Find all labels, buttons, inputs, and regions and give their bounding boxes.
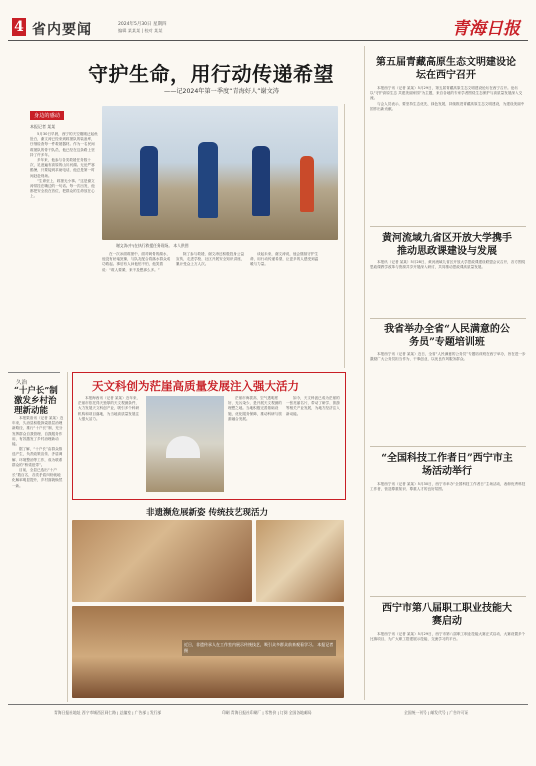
- main-text-col1: [30, 132, 98, 318]
- main-paragraph: 多年来，他参与各类救援任务数十次，足迹遍布高原的山川河湖。无论严寒酷暑，只要接到求助电话，他总是第一时间赶赴现场。: [30, 158, 95, 178]
- feature-headline: 天文科创为茫崖高质量发展注入强大活力: [92, 379, 299, 393]
- main-column-divider: [344, 104, 345, 368]
- right-headline-2: 黄河流域九省区开放大学携手推动思政课建设与发展: [382, 233, 512, 257]
- side-paragraph: 本报果洛讯（记者 某某）近年来，久治县积极探索基层治理新路径，推行“十户长”制，充分发挥群众自我管理、自我服务作用，有效激发了乡村治理新动能。: [12, 416, 64, 447]
- side-text: [12, 416, 64, 700]
- right-text-1: [370, 86, 526, 226]
- main-subheadline: ——记2024年第一季度“青海好人”谢文涛: [164, 88, 279, 95]
- photo-feature-headline: 非遗濒危展新姿 传统技艺现活力: [146, 508, 268, 518]
- right-paragraph: 本报讯（记者 某某）5月28日，黄河流域九省区开放大学思政课建设联盟会议召开，各方围绕思政课教学改革与资源共享开展深入研讨，共同推动思政课高质量发展。: [370, 260, 526, 270]
- header-rule: [8, 40, 528, 41]
- left-story-rule: [8, 372, 60, 373]
- footer-col-3: 全国统一刊号 | 邮发代号 | 广告许可证: [404, 710, 469, 715]
- right-rule-3: [370, 446, 526, 447]
- side-kicker: 久治: [16, 380, 28, 386]
- right-paragraph: 本报西宁讯（记者 某某）5月29日，西宁市第八届职工职业技能大赛正式启动，大赛设置多个比赛项目，为广大职工搭建展示技能、交流学习的平台。: [370, 632, 526, 642]
- main-paragraph: “生命至上，救援无小事。”这是谢文涛常挂在嘴边的一句话。每一次出发，他都把安全放在首位，把群众的生命放在心上。: [30, 178, 95, 199]
- right-paragraph: 与会人员表示，要坚持生态优先、绿色发展，持续推进青藏高原生态文明建设，为建设美丽中国作出新贡献。: [370, 101, 525, 111]
- main-byline: 本报记者 某某: [30, 124, 56, 129]
- main-paragraph: 5月30日早晨，西宁的天空刚刚泛起鱼肚白，谢文涛已经来到救援队的装备库，仔细检查每一件救援器材。作为一名民间救援队的骨干队员，他已经在这条路上坚持了许多年。: [30, 132, 98, 157]
- right-text-2: [370, 260, 526, 324]
- right-headline-4: “全国科技工作者日”西宁市主场活动举行: [381, 453, 513, 477]
- right-headline-3: 我省举办全省“人民满意的公务员”专题培训班: [384, 324, 510, 348]
- side-paragraph: 目前，全县已选出“十户长”数百名，各类矛盾纠纷就地化解率明显提升，乡村面貌焕然一新。: [12, 468, 63, 488]
- feature-paragraph: 本报海西讯（记者 某某）近年来，茫崖市依托得天独厚的天文观测条件，大力发展天文科创产业，吸引多个科研机构和项目落地，为当地高质量发展注入强大活力。: [78, 396, 141, 421]
- photo-feature-caption: 近日，非遗传承人在工作室内展示传统技艺，吸引众多群众前来观看学习。 本报记者 摄: [182, 640, 336, 656]
- rescue-figure: [140, 146, 158, 216]
- right-headline-1: 第五届青藏高原生态文明建设论坛在西宁召开: [376, 57, 516, 81]
- right-paragraph: 本报西宁讯（记者 某某）近日，全省“人民满意的公务员”专题培训班在西宁举办，旨在进一步激励广大公务员担当作为、干事创业，以优良作风服务群众。: [370, 352, 526, 362]
- rescue-figure: [252, 146, 270, 216]
- footer-col-1: 青海日报社地址 西宁市城西区同仁路 | 总编室 | 广告部 | 发行部: [54, 710, 162, 715]
- page-number: 4: [14, 19, 24, 35]
- main-paragraph: 谈起未来，谢文涛说，他会继续守护生命，用行动传递希望，让更多的人感受到温暖与力量。: [250, 252, 319, 267]
- feature-text-col2: [228, 396, 282, 494]
- column-tag: 身边的感动: [30, 111, 64, 120]
- masthead-logo: 青海日报: [452, 19, 520, 39]
- right-paragraph: 本报西宁讯（记者 某某）5月29日，第五届青藏高原生态文明建设论坛在西宁召开。论坛以“守护高原生态 共建美丽家园”为主题，来自各地的专家学者围绕生态保护与高质量发展深入交流。: [370, 86, 523, 101]
- footer-col-2: 印刷 青海日报社印刷厂 | 零售价 | 订阅 全国各地邮局: [222, 710, 312, 715]
- right-rule-2: [370, 318, 526, 319]
- right-text-3: [370, 352, 526, 444]
- main-paragraph: 在一次冰面救援中，面对刺骨的湖水，他没有丝毫犹豫，与队友配合将落水群众成功救起。事后有人问他怕不怕，他笑着说：“救人要紧，来不及想那么多。”: [102, 252, 171, 272]
- right-rule-1: [370, 226, 526, 227]
- side-headline: “十户长”制激发乡村治理新动能: [14, 386, 58, 416]
- feature-text-col1: [78, 396, 142, 494]
- right-text-5: [370, 632, 526, 698]
- page-header: [0, 0, 536, 44]
- observatory-dome: [166, 436, 200, 458]
- feature-text-col3: [286, 396, 340, 494]
- main-text-col2: [102, 252, 172, 370]
- heritage-photo-small: [256, 520, 344, 602]
- footer-rule: [8, 704, 528, 705]
- right-text-4: [370, 482, 526, 594]
- section-title: 省内要闻: [32, 22, 92, 38]
- heritage-photo-large: [72, 520, 252, 602]
- main-text-col3: [176, 252, 246, 370]
- right-column-divider: [364, 46, 365, 700]
- main-paragraph: 除了参与救援，谢文涛还积极投身公益宣传，走进学校、社区开展安全知识讲座，累计受众上万人次。: [176, 252, 245, 267]
- feature-paragraph: 如今，天文科创已成为茫崖的一张亮丽名片，带动了研学、旅游等相关产业发展，为地方经济注入新动能。: [286, 396, 340, 416]
- left-column-divider: [67, 372, 68, 702]
- telescope-photo: [146, 396, 224, 492]
- main-photo-caption: 谢文涛(中)在执行救援任务现场。 本人供图: [116, 243, 189, 248]
- right-headline-5: 西宁市第八届职工职业技能大赛启动: [382, 603, 512, 627]
- side-paragraph: 据了解，“十户长”由群众推选产生，负责政策宣传、矛盾调解、环境整治等工作，成为联系群众的“桥梁纽带”。: [12, 447, 63, 467]
- main-text-col4: [250, 252, 320, 370]
- header-editor: 编辑 某某某 | 校对 某某: [118, 28, 163, 33]
- rescue-figure: [300, 156, 314, 212]
- header-date: 2024年5月30日 星期四: [118, 22, 167, 27]
- main-headline: 守护生命，用行动传递希望: [88, 62, 334, 86]
- right-paragraph: 本报西宁讯（记者 某某）5月30日，西宁市举办“全国科技工作者日”主场活动，表彰优秀科技工作者，营造尊重知识、尊重人才的良好氛围。: [370, 482, 526, 492]
- rescue-team-photo: [102, 106, 338, 240]
- right-rule-4: [370, 596, 526, 597]
- feature-paragraph: 茫崖市海拔高、空气透明度好、光污染少，是开展天文观测的理想之地。当地积极完善基础设施，优化服务保障，推动科研与旅游融合发展。: [228, 396, 282, 421]
- rescue-figure: [198, 142, 218, 218]
